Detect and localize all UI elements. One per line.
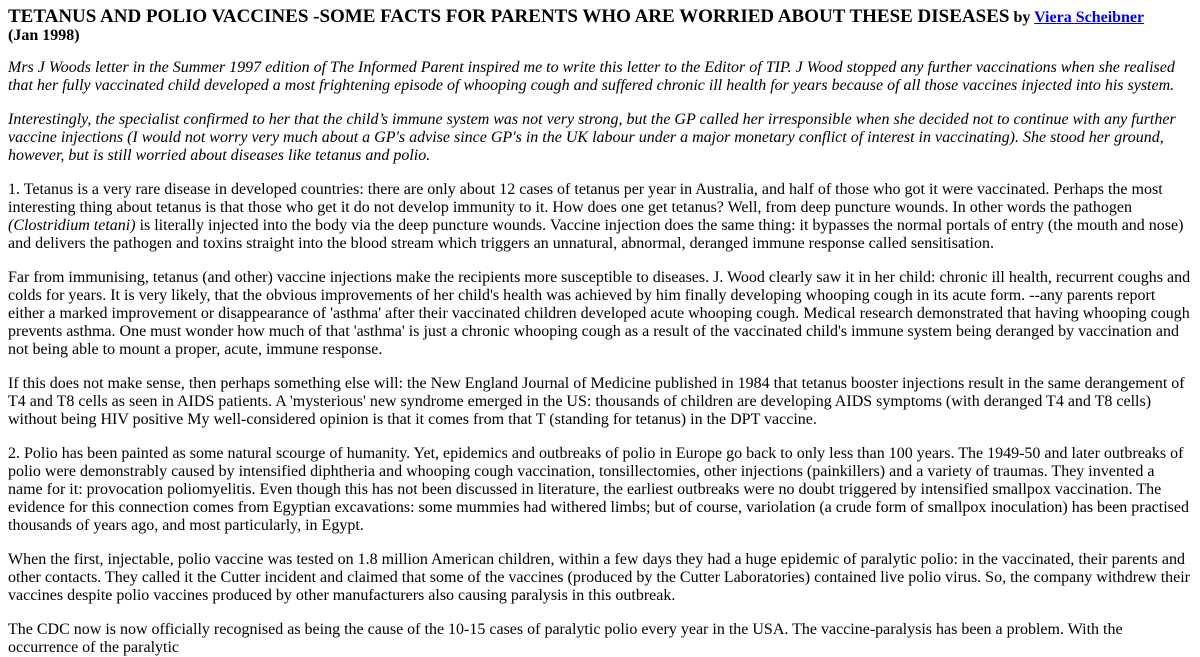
cdc-paragraph: The CDC now is now officially recognised as being the cause of the 10-15 cases of paralytic polio every year in the USA. The vaccine-paralysis has been a problem. With the occurrence of the paralytic: [8, 621, 1123, 656]
by-label: by: [1013, 9, 1031, 26]
article-title: TETANUS AND POLIO VACCINES -SOME FACTS FOR PARENTS WHO ARE WORRIED ABOUT THESE DISEASES: [8, 6, 1010, 27]
nejm-paragraph: If this does not make sense, then perhaps something else will: the New England Journal of Medicine published in 1984 that tetanus booster injections result in the same derangement of T4 and T8 cells as seen in AIDS patients. A 'mysterious' new syndrome emerged in the US: thousands of children are developing AIDS symptoms (with deranged T4 and T8 cells) without being HIV positive My well-considered opinion is that it comes from that T (standing for tetanus) in the DPT vaccine.: [8, 375, 1185, 428]
tetanus-text-start: 1. Tetanus is a very rare disease in developed countries: there are only about 12 cases of tetanus per year in Australia, and half of those who got it were vaccinated. Perhaps the most interesting thing about tetanus is that those who get it do not develop immunity to it. How does one get tetanus? Well, from deep puncture wounds. In other words the pathogen: [8, 181, 1163, 216]
tetanus-text-end: is literally injected into the body via the deep puncture wounds. Vaccine injection does the same thing: it bypasses the normal portals of entry (the mouth and nose) and delivers the pathogen and toxins straight into the blood stream which triggers an unnatural, abnormal, deranged immune response called sensitisation.: [8, 217, 1184, 252]
author-link[interactable]: Viera Scheibner: [1034, 9, 1145, 26]
cutter-paragraph: When the first, injectable, polio vaccine was tested on 1.8 million American children, within a few days they had a huge epidemic of paralytic polio: in the vaccinated, their parents and other contacts. They called it the Cutter incident and claimed that some of the vaccines (produced by the Cutter Laboratories) contained live polio virus. So, the company withdrew their vaccines despite polio vaccines produced by other manufacturers also causing paralysis in this outbreak.: [8, 551, 1191, 604]
article-date: (Jan 1998): [8, 27, 80, 44]
article-heading: [8, 8, 1192, 45]
intro-paragraph-2: Interestingly, the specialist confirmed to her that the child’s immune system was not very strong, but the GP called her irresponsible when she decided not to continue with any further vaccine injections (I would not worry very much about a GP's advise since GP's in the UK labour under a major monetary conflict of interest in vaccinating). She stood her ground, however, but is still worried about diseases like tetanus and polio.: [8, 111, 1176, 164]
tetanus-paragraph: [8, 181, 1192, 253]
immunising-paragraph: Far from immunising, tetanus (and other) vaccine injections make the recipients more susceptible to diseases. J. Wood clearly saw it in her child: chronic ill health, recurrent coughs and colds for years. It is very likely, that the obvious improvements of her child's health was achieved by him finally developing whooping cough in its acute form. --any parents report either a marked improvement or disappearance of 'asthma' after their vaccinated children developed acute whooping cough. Medical research demonstrated that having whooping cough prevents asthma. One must wonder how much of that 'asthma' is just a chronic whooping cough as a result of the vaccinated child's immune system being deranged by vaccination and not being able to mount a proper, acute, immune response.: [8, 269, 1191, 358]
pathogen-name: (Clostridium tetani): [8, 217, 136, 234]
polio-paragraph: 2. Polio has been painted as some natural scourge of humanity. Yet, epidemics and outbreaks of polio in Europe go back to only less than 100 years. The 1949-50 and later outbreaks of polio were demonstrably caused by intensified diphtheria and whooping cough vaccination, tonsillectomies, other injections (painkillers) and a variety of traumas. They invented a name for it: provocation poliomyelitis. Even though this has not been discussed in literature, the earliest outbreaks were no doubt triggered by intensified smallpox vaccination. The evidence for this connection comes from Egyptian excavations: some mummies had withered limbs; but of course, variolation (a crude form of smallpox inoculation) has been practised thousands of years ago, and most particularly, in Egypt.: [8, 445, 1189, 534]
intro-paragraph-1: Mrs J Woods letter in the Summer 1997 edition of The Informed Parent inspired me to write this letter to the Editor of TIP. J Wood stopped any further vaccinations when she realised that her fully vaccinated child developed a most frightening episode of whooping cough and suffered chronic ill health for years because of all those vaccines injected into his system.: [8, 59, 1175, 94]
